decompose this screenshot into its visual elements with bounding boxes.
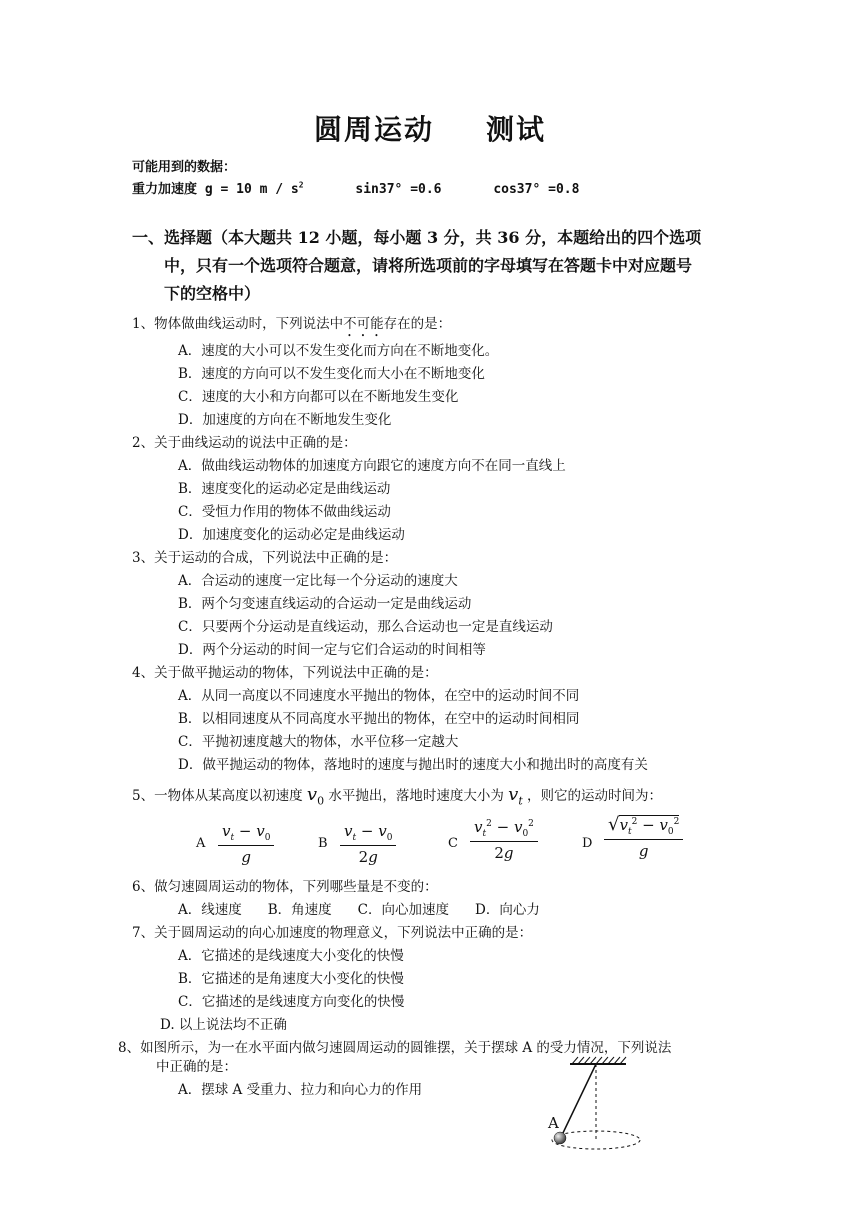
figure-label-a: A: [548, 1114, 559, 1132]
q3-option-b: B．两个匀变速直线运动的合运动一定是曲线运动: [178, 596, 472, 612]
q3-option-a: A．合运动的速度一定比每一个分运动的速度大: [178, 573, 458, 589]
q2-option-d: D．加速度变化的运动必定是曲线运动: [178, 527, 405, 543]
q3-option-d: D．两个分运动的时间一定与它们合运动的时间相等: [178, 642, 486, 658]
q7-option-a: A．它描述的是线速度大小变化的快慢: [178, 948, 404, 964]
question-8-stem: 8、如图所示，为一在水平面内做匀速圆周运动的圆锥摆，关于摆球 A 的受力情况，下列说法: [118, 1040, 672, 1056]
vt-symbol: $v_t$: [508, 784, 523, 808]
q4-option-c: C．平抛初速度越大的物体，水平位移一定越大: [178, 734, 459, 750]
constants-line: [132, 178, 623, 197]
q6-option-c: C．向心加速度: [357, 902, 450, 918]
question-6-stem: 6、做匀速圆周运动的物体，下列哪些量是不变的：: [132, 879, 438, 895]
q5-option-a-label: A: [196, 836, 206, 851]
q5-formula-a: $\frac{v_t - v_0}{g}$: [218, 822, 274, 866]
q3-option-c: C．只要两个分运动是直线运动，那么合运动也一定是直线运动: [178, 619, 553, 635]
q4-option-b: B．以相同速度从不同高度水平抛出的物体，在空中的运动时间相同: [178, 711, 580, 727]
q7-option-b: B．它描述的是角速度大小变化的快慢: [178, 971, 404, 987]
q6-option-b: B．角速度: [267, 902, 332, 918]
q6-option-d: D．向心力: [475, 902, 540, 918]
q2-option-c: C．受恒力作用的物体不做曲线运动: [178, 504, 391, 520]
sin-constant: sin37° =0.6: [355, 182, 442, 197]
section-heading: 一、选择题（本大题共 12 小题，每小题 3 分，共 36 分，本题给出的四个选项 中，只有一个选项符合题意，请将所选项前的字母填写在答题卡中对应题号 下的空格中）: [132, 228, 702, 303]
q2-option-a: A．做曲线运动物体的加速度方向跟它的速度方向不在同一直线上: [178, 458, 566, 474]
data-label: 可能用到的数据：: [132, 160, 237, 175]
title-main: 圆周运动: [313, 113, 434, 146]
q4-option-d: D．做平抛运动的物体，落地时的速度与抛出时的速度大小和抛出时的高度有关: [178, 757, 648, 773]
q2-option-b: B．速度变化的运动必定是曲线运动: [178, 481, 391, 497]
title-sub: 测试: [486, 113, 547, 146]
q1-option-c: C．速度的大小和方向都可以在不断地发生变化: [178, 389, 459, 405]
v0-symbol: $v_0$: [306, 784, 325, 808]
question-3-stem: 3、关于运动的合成，下列说法中正确的是：: [132, 550, 398, 566]
question-7-stem: 7、关于圆周运动的向心加速度的物理意义，下列说法中正确的是：: [132, 925, 533, 941]
q6-options: [178, 898, 540, 918]
gravity-constant: 重力加速度 g = 10 m / $s^2$: [132, 180, 304, 197]
q7-option-d: D. 以上说法均不正确: [160, 1017, 287, 1033]
q4-option-a: A．从同一高度以不同速度水平抛出的物体，在空中的运动时间不同: [178, 688, 580, 704]
question-5-stem: 5、一物体从某高度以初速度 $v_0$ 水平抛出，落地时速度大小为 $v_t$ ，则它的运动时间为：: [132, 784, 663, 808]
q5-option-b-label: B: [318, 836, 328, 851]
q1-option-a: A．速度的大小可以不发生变化而方向在不断地变化。: [178, 343, 499, 359]
q5-formula-d: $\frac{√v_t^2 - v_0^2}{g}$: [604, 814, 683, 860]
q7-option-c: C．它描述的是线速度方向变化的快慢: [178, 994, 405, 1010]
question-1-stem: 1、物体做曲线运动时，下列说法中不可能存在的是：: [132, 316, 452, 332]
q5-option-c-label: C: [448, 836, 458, 851]
q5-formula-b: $\frac{v_t - v_0}{2g}$: [340, 822, 396, 866]
question-2-stem: 2、关于曲线运动的说法中正确的是：: [132, 435, 357, 451]
q5-formula-c: $\frac{v_t^2 - v_0^2}{2g}$: [470, 818, 538, 862]
cos-constant: cos37° =0.8: [493, 182, 580, 197]
q6-option-a: A．线速度: [178, 902, 242, 918]
q1-option-b: B．速度的方向可以不发生变化而大小在不断地变化: [178, 366, 485, 382]
emphasized-text: 不可能: [343, 316, 384, 332]
question-8-stem-cont: 中正确的是：: [156, 1059, 237, 1075]
page-title: [0, 108, 860, 148]
q1-option-d: D．加速度的方向在不断地发生变化: [178, 412, 392, 428]
conical-pendulum-figure: [540, 1038, 650, 1158]
q8-option-a: A．摆球 A 受重力、拉力和向心力的作用: [178, 1082, 423, 1098]
question-4-stem: 4、关于做平抛运动的物体，下列说法中正确的是：: [132, 665, 438, 681]
q5-option-d-label: D: [582, 836, 593, 851]
